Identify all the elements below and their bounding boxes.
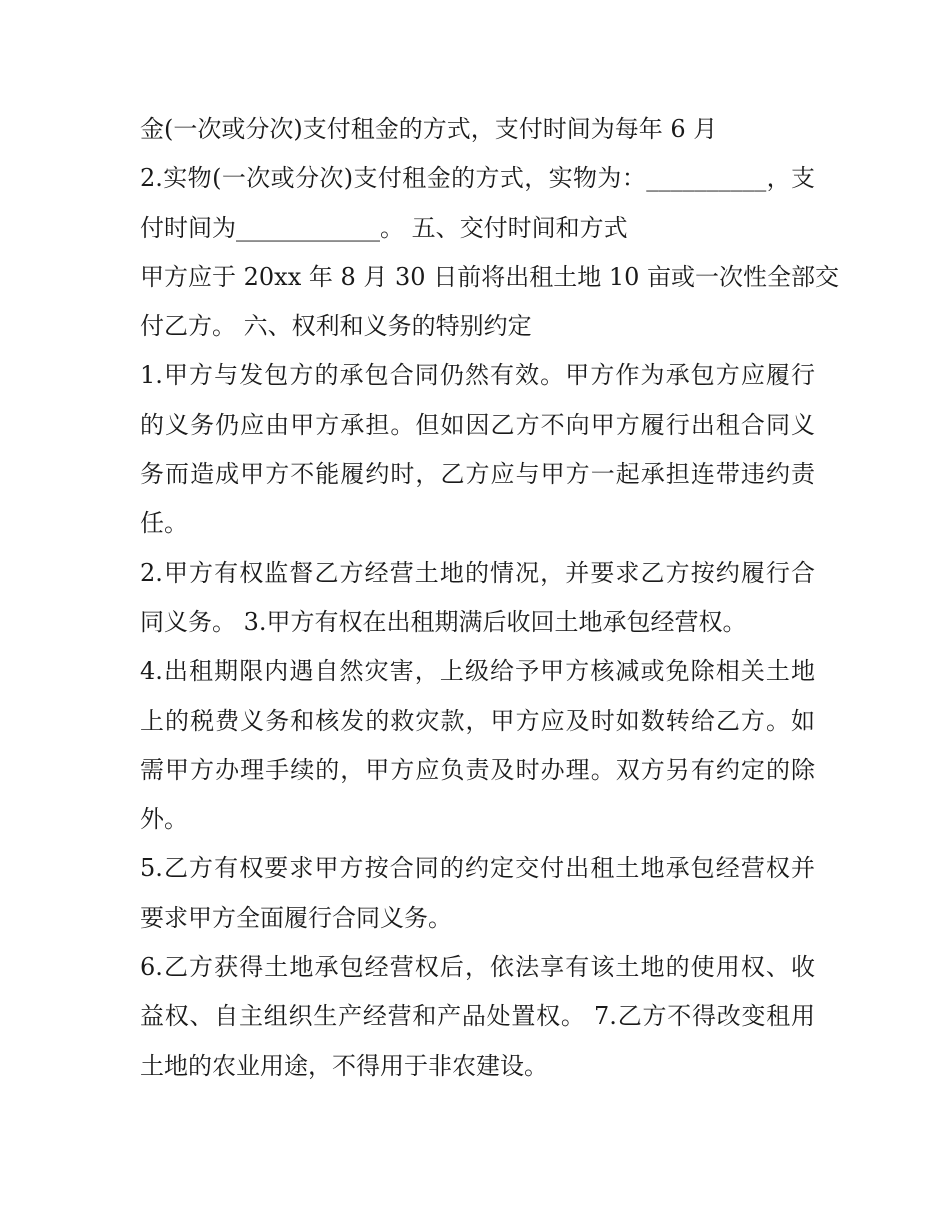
text-line-1: 金(一次或分次)支付租金的方式，支付时间为每年 6 月: [140, 115, 718, 143]
text-line-20: 土地的农业用途，不得用于非农建设。: [140, 1051, 548, 1080]
text-line-7: 的义务仍应由甲方承担。但如因乙方不向甲方履行出租合同义: [140, 410, 815, 439]
document-body: [140, 105, 839, 1091]
text-line-4: 甲方应于 20xx 年 8 月 30 日前将出租土地 10 亩或一次性全部交: [140, 262, 839, 291]
text-line-13: 上的税费义务和核发的救灾款，甲方应及时如数转给乙方。如: [140, 706, 815, 735]
text-line-8: 务而造成甲方不能履约时，乙方应与甲方一起承担连带违约责: [140, 460, 815, 489]
text-line-10: 2.甲方有权监督乙方经营土地的情况，并要求乙方按约履行合: [140, 558, 815, 587]
text-line-2: 2.实物(一次或分次)支付租金的方式，实物为：__________，支: [140, 164, 815, 193]
text-line-3: 付时间为____________。 五、交付时间和方式: [140, 213, 628, 242]
text-line-17: 要求甲方全面履行合同义务。: [140, 903, 452, 932]
text-line-11: 同义务。 3.甲方有权在出租期满后收回土地承包经营权。: [140, 607, 747, 636]
text-line-16: 5.乙方有权要求甲方按合同的约定交付出租土地承包经营权并: [140, 854, 815, 883]
text-line-9: 任。: [140, 509, 188, 538]
text-line-15: 外。: [140, 805, 188, 834]
text-line-19: 益权、自主组织生产经营和产品处置权。 7.乙方不得改变租用: [140, 1002, 815, 1031]
text-line-14: 需甲方办理手续的，甲方应负责及时办理。双方另有约定的除: [140, 755, 815, 784]
text-line-12: 4.出租期限内遇自然灾害，上级给予甲方核减或免除相关土地: [140, 657, 815, 686]
text-line-5: 付乙方。 六、权利和义务的特别约定: [140, 312, 532, 341]
text-line-6: 1.甲方与发包方的承包合同仍然有效。甲方作为承包方应履行: [140, 361, 815, 390]
text-line-18: 6.乙方获得土地承包经营权后，依法享有该土地的使用权、收: [140, 953, 815, 982]
